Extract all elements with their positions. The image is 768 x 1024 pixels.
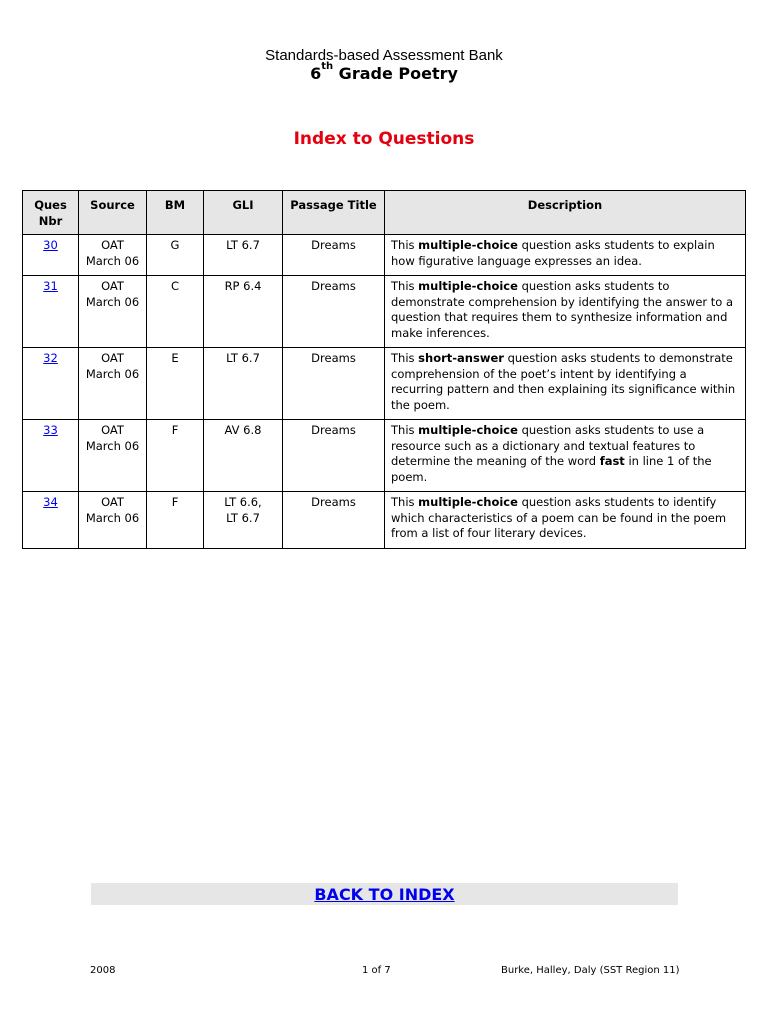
description-cell: This multiple-choice question asks students to demonstrate comprehension by identifying the answer to a question that requires them to synthesize information and make inferences. (385, 276, 746, 348)
grade-suffix: th (321, 61, 334, 72)
footer-page-number: 1 of 7 (362, 965, 391, 976)
source-cell: OAT March 06 (79, 276, 147, 348)
gli-cell: AV 6.8 (204, 420, 283, 492)
description-cell: This multiple-choice question asks students to use a resource such as a dictionary and textual features to determine the meaning of the word fast in line 1 of the poem. (385, 420, 746, 492)
question-type: multiple-choice (418, 423, 518, 437)
grade-title: Grade Poetry (333, 64, 458, 83)
col-header-passage-title: Passage Title (283, 191, 385, 235)
passage-title-cell: Dreams (283, 492, 385, 549)
question-number-cell (23, 492, 79, 549)
question-link[interactable]: 33 (43, 423, 58, 437)
questions-table (22, 190, 746, 549)
question-type: multiple-choice (418, 238, 518, 252)
question-type: multiple-choice (418, 495, 518, 509)
description-cell: This multiple-choice question asks students to identify which characteristics of a poem can be found in the poem from a list of four literary devices. (385, 492, 746, 549)
source-cell: OAT March 06 (79, 492, 147, 549)
passage-title-cell: Dreams (283, 420, 385, 492)
source-cell: OAT March 06 (79, 420, 147, 492)
description-cell: This short-answer question asks students to demonstrate comprehension of the poet’s intent by identifying a recurring pattern and then explaining its significance within the poem. (385, 348, 746, 420)
question-number-cell (23, 348, 79, 420)
gli-cell: LT 6.7 (204, 235, 283, 276)
source-cell: OAT March 06 (79, 235, 147, 276)
question-link[interactable]: 30 (43, 238, 58, 252)
table-row (23, 235, 746, 276)
gli-cell: LT 6.6, LT 6.7 (204, 492, 283, 549)
gli-cell: RP 6.4 (204, 276, 283, 348)
table-header-row (23, 191, 746, 235)
question-number-cell (23, 420, 79, 492)
emphasized-word: fast (599, 454, 625, 468)
description-cell: This multiple-choice question asks students to explain how figurative language expresses an idea. (385, 235, 746, 276)
gli-cell: LT 6.7 (204, 348, 283, 420)
question-number-cell (23, 235, 79, 276)
question-link[interactable]: 34 (43, 495, 58, 509)
grade-number: 6 (310, 64, 322, 83)
bm-cell: G (147, 235, 204, 276)
document-subheading (0, 61, 768, 83)
col-header-gli: GLI (204, 191, 283, 235)
passage-title-cell: Dreams (283, 276, 385, 348)
source-cell: OAT March 06 (79, 348, 147, 420)
table-row (23, 420, 746, 492)
passage-title-cell: Dreams (283, 348, 385, 420)
question-type: short-answer (418, 351, 504, 365)
col-header-description: Description (385, 191, 746, 235)
table-row (23, 276, 746, 348)
bm-cell: E (147, 348, 204, 420)
question-number-cell (23, 276, 79, 348)
passage-title-cell: Dreams (283, 235, 385, 276)
index-title: Index to Questions (293, 129, 475, 149)
col-header-source: Source (79, 191, 147, 235)
bm-cell: F (147, 492, 204, 549)
question-link[interactable]: 32 (43, 351, 58, 365)
footer-authors: Burke, Halley, Daly (SST Region 11) (501, 965, 680, 976)
table-row (23, 348, 746, 420)
col-header-bm: BM (147, 191, 204, 235)
footer-year: 2008 (90, 965, 116, 976)
document-heading: Standards-based Assessment Bank (265, 47, 503, 64)
table-row (23, 492, 746, 549)
bm-cell: F (147, 420, 204, 492)
back-to-index-link[interactable]: BACK TO INDEX (314, 885, 455, 904)
question-link[interactable]: 31 (43, 279, 58, 293)
back-to-index-bar (91, 883, 678, 905)
question-type: multiple-choice (418, 279, 518, 293)
bm-cell: C (147, 276, 204, 348)
col-header-ques-nbr: Ques Nbr (23, 191, 79, 235)
